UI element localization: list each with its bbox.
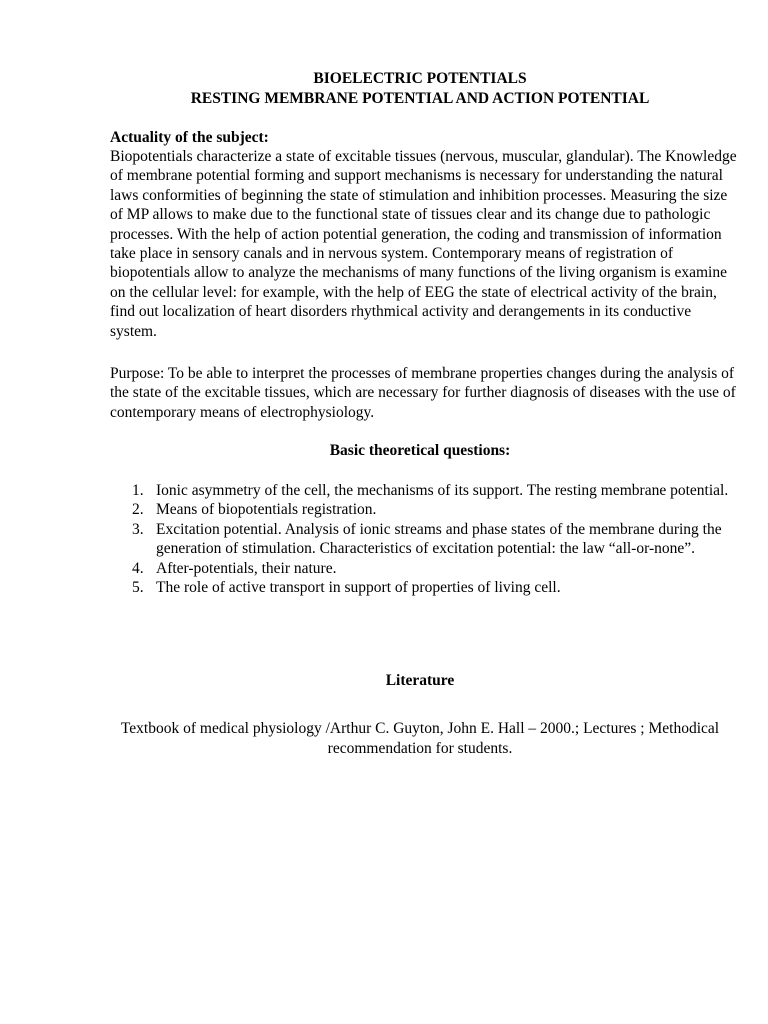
list-item-text: After-potentials, their nature. xyxy=(156,559,337,577)
list-item xyxy=(110,578,740,597)
questions-list xyxy=(110,481,740,597)
list-item xyxy=(110,520,740,559)
list-item-text: Ionic asymmetry of the cell, the mechanisms of its support. The resting membrane potential. xyxy=(156,482,729,499)
list-item-number: 5. xyxy=(132,579,144,597)
questions-heading: Basic theoretical questions: xyxy=(329,442,511,459)
list-item-text: The role of active transport in support of properties of living cell. xyxy=(156,579,561,597)
literature-reference: Textbook of medical physiology /Arthur C. Guyton, John E. Hall – 2000.; Lectures ; Methodical recommendation for students. xyxy=(120,720,720,757)
list-item xyxy=(110,481,740,500)
document-title: BIOELECTRIC POTENTIALS xyxy=(313,70,527,87)
list-item-text: Means of biopotentials registration. xyxy=(156,501,377,519)
actuality-paragraph: Biopotentials characterize a state of excitable tissues (nervous, muscular, glandular). The Knowledge of membrane potential forming and support mechanisms is necessary for understanding the natural laws conformities of beginning the state of stimulation and inhibition processes. Measuring the size of MP allows to make due to the functional state of tissues clear and its change due to pathologic processes. With the help of action potential generation, the coding and transmission of information take place in sensory canals and in nervous system. Contemporary means of registration of biopotentials allow to analyze the mechanisms of many functions of the living organism is examine on the cellular level: for example, with the help of EEG the state of electrical activity of the brain, find out localization of heart disorders rhythmical activity and derangements in its conductive system. xyxy=(110,148,737,340)
literature-heading: Literature xyxy=(385,672,455,689)
list-item-number: 2. xyxy=(132,501,144,519)
list-item xyxy=(110,559,740,578)
actuality-heading: Actuality of the subject: xyxy=(110,129,269,146)
list-item xyxy=(110,500,740,519)
purpose-paragraph: Purpose: To be able to interpret the processes of membrane properties changes during the analysis of the state of the excitable tissues, which are necessary for further diagnosis of diseases with the use of contemporary means of electrophysiology. xyxy=(110,365,736,421)
list-item-number: 1. xyxy=(132,482,144,499)
list-item-text: Excitation potential. Analysis of ionic streams and phase states of the membrane during the generation of stimulation. Characteristics of excitation potential: the law “all-or-none”. xyxy=(156,520,722,558)
list-item-number: 3. xyxy=(132,520,144,538)
list-item-number: 4. xyxy=(132,559,144,577)
document-subtitle: RESTING MEMBRANE POTENTIAL AND ACTION POTENTIAL xyxy=(190,90,650,107)
